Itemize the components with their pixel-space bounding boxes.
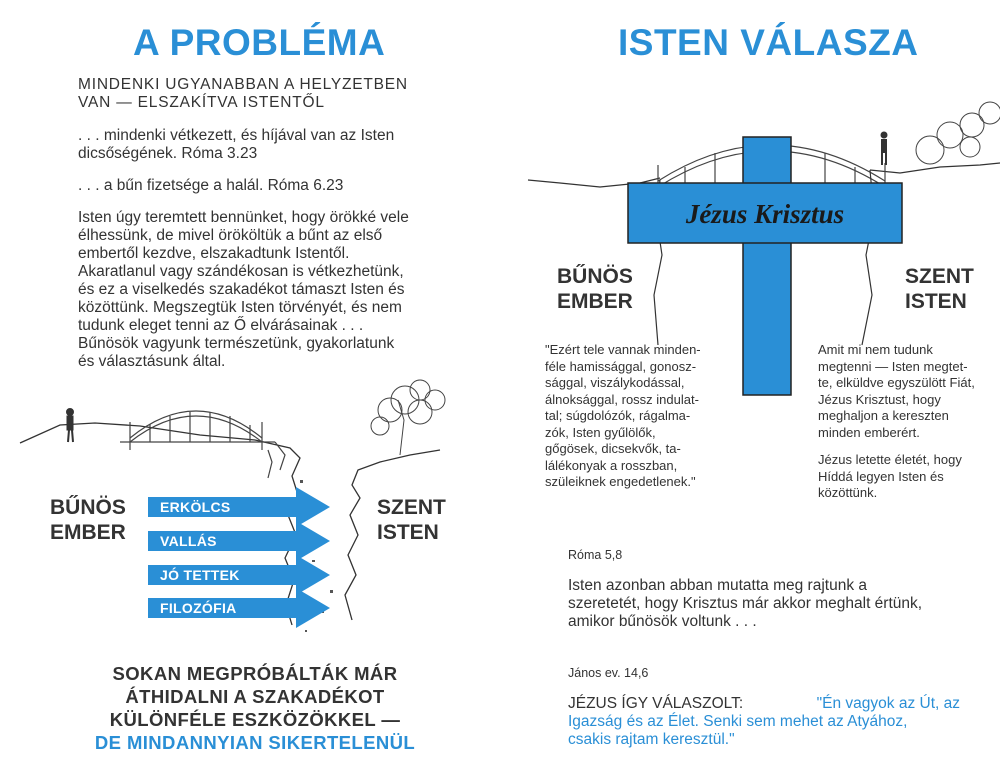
tree-icon: [916, 102, 1000, 164]
sinner-label: BŰNÖS EMBER: [50, 496, 126, 544]
svg-text:JÓ TETTEK: JÓ TETTEK: [160, 567, 240, 583]
sinner-label: BŰNÖS EMBER: [557, 265, 633, 313]
answer-text-2: Jézus letette életét, hogy Híddá legyen Isten és közöttünk.: [818, 452, 962, 500]
verse-romans-3-23: . . . mindenki vétkezett, és híjával van az Isten dicsőségének. Róma 3.23: [78, 127, 395, 162]
answer-text: Amit mi nem tudunk megtenni — Isten megtet- te, elküldve egyszülött Fiát, Jézus Krisztust, hogy meghaljon a kereszten minden emberért.: [818, 342, 975, 440]
arrow-erkolcs: [148, 487, 330, 527]
arrow-vallas: [148, 521, 330, 561]
svg-text:ERKÖLCS: ERKÖLCS: [160, 499, 231, 515]
right-ground: [870, 163, 1000, 173]
arrow-jo-tettek: [148, 555, 330, 595]
answer-panel: [500, 0, 1000, 759]
svg-text:VALLÁS: VALLÁS: [160, 533, 217, 549]
cross-label: Jézus Krisztus: [685, 199, 845, 229]
problem-body: Isten úgy teremtett bennünket, hogy örökké vele élhessünk, de mivel örököltük a bűnt az első embertől kezdve, elszakadtunk Istentől. Akaratlanul vagy szándékosan is vétkezhetünk, és ez a viselkedés szakadékot támaszt Isten és közöttünk. Megszegtük Isten törvényét, és nem tudunk eleget tenni az Ő elvárásainak . . . Bűnösök vagyunk természetünk, gyakorlatunk és választásunk által.: [78, 209, 409, 370]
reference-john-14-6: János ev. 14,6: [568, 666, 649, 680]
answer-title: ISTEN VÁLASZA: [618, 22, 919, 63]
problem-heading: MINDENKI UGYANABBAN A HELYZETBEN VAN — ELSZAKÍTVA ISTENTŐL: [78, 76, 408, 111]
arrow-filozofia: [148, 588, 330, 628]
broken-bridge: [120, 411, 285, 478]
verse-romans-6-23: . . . a bűn fizetsége a halál. Róma 6.23: [78, 177, 344, 194]
svg-text:FILOZÓFIA: FILOZÓFIA: [160, 600, 237, 616]
problem-title: A PROBLÉMA: [133, 22, 386, 63]
romans-quote: "Ezért tele vannak minden- féle hamissággal, gonosz- sággal, viszálykodással, álnoksággal, rossz indulat- tal; súgdolózók, rágalma- zók, Isten gyűlölők, gőgösek, dicsekvők, ta- lálékonyak a rosszban, szüleiknek engedetlenek.": [545, 342, 701, 489]
verse-john-14-6: JÉZUS ÍGY VÁLASZOLT: "Én vagyok az Út, az Igazság és az Élet. Senki sem mehet az Atyához, csakis rajtam keresztül.": [568, 695, 960, 748]
person-icon: [881, 132, 888, 166]
reference-romans-5-8: Róma 5,8: [568, 548, 623, 562]
holy-label: SZENT ISTEN: [905, 265, 974, 313]
bottom-conclusion: SOKAN MEGPRÓBÁLTÁK MÁR ÁTHIDALNI A SZAKADÉKOT KÜLÖNFÉLE ESZKÖZÖKKEL — DE MINDANNYIAN SIKERTELENÜL: [94, 663, 416, 753]
verse-romans-5-8: Isten azonban abban mutatta meg rajtunk a szeretetét, hogy Krisztus már akkor meghalt értünk, amikor bűnösök voltunk . . .: [568, 577, 923, 630]
person-icon: [67, 409, 74, 443]
holy-label: SZENT ISTEN: [377, 496, 446, 544]
tree-icon: [371, 380, 445, 455]
